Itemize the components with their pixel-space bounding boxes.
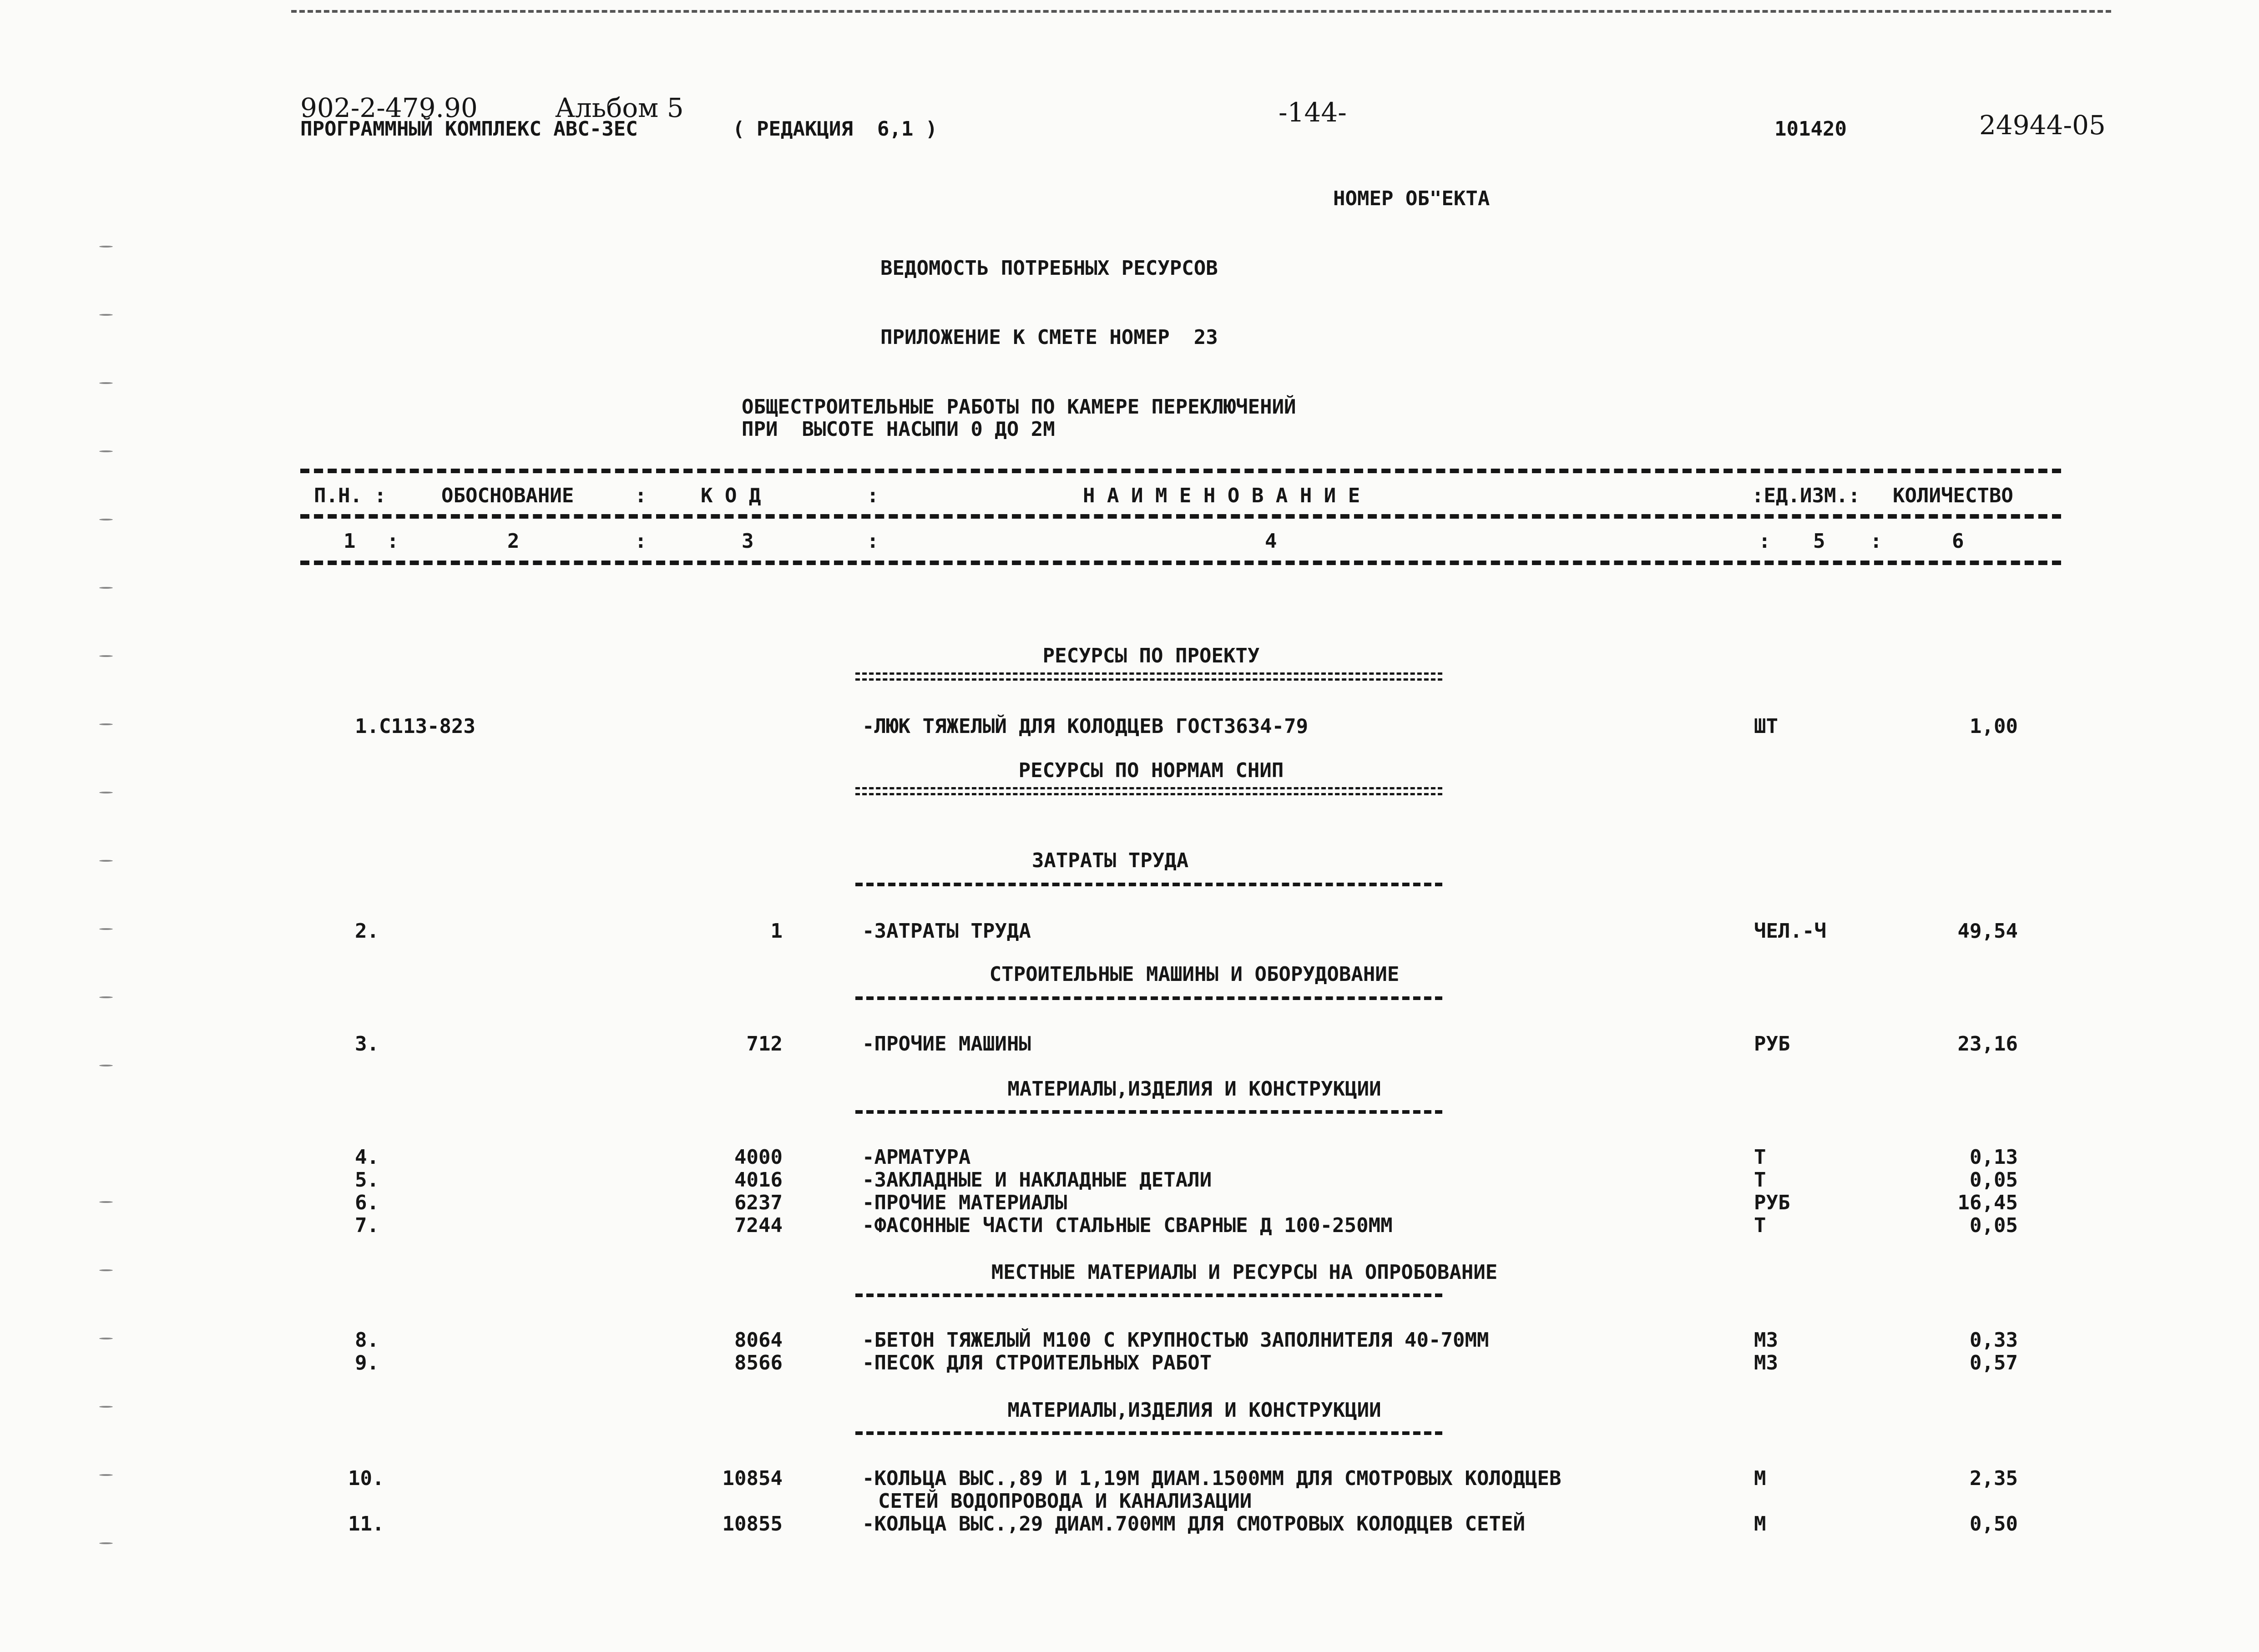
program-label: ПРОГРАММНЫЙ КОМПЛЕКС АВС-3ЕС (300, 117, 638, 141)
row-qty: 0,33 (1970, 1329, 2018, 1352)
section-heading: МАТЕРИАЛЫ,ИЗДЕЛИЯ И КОНСТРУКЦИИ (1007, 1077, 1381, 1101)
row-unit: РУБ (1754, 1032, 1790, 1056)
row-number: 3. (355, 1032, 379, 1056)
header-top-rule (300, 469, 2061, 473)
col-header-basis: ОБОСНОВАНИЕ (441, 484, 574, 507)
row-code: 4000 (734, 1146, 783, 1169)
row-code: 6237 (734, 1191, 783, 1214)
row-unit: М3 (1754, 1329, 1778, 1352)
row-unit: Т (1754, 1168, 1766, 1192)
col-header-unit: :ЕД.ИЗМ.: (1752, 484, 1860, 507)
row-qty: 0,13 (1970, 1146, 2018, 1169)
section-heading: РЕСУРСЫ ПО НОРМАМ СНИП (1018, 759, 1284, 782)
col-header-code: К О Д (701, 484, 761, 507)
col-num-5: 5 (1813, 530, 1825, 553)
row-unit: М (1754, 1512, 1766, 1536)
row-number: 7. (355, 1214, 379, 1237)
row-qty: 0,50 (1970, 1512, 2018, 1536)
col-num-1: 1 (344, 530, 356, 553)
row-name: -ЛЮК ТЯЖЕЛЫЙ ДЛЯ КОЛОДЦЕВ ГОСТ3634-79 (862, 715, 1309, 738)
row-name: -ЗАКЛАДНЫЕ И НАКЛАДНЫЕ ДЕТАЛИ (862, 1168, 1212, 1192)
col-header-sep: : (635, 484, 647, 507)
sheet-number: 24944-05 (1979, 110, 2106, 141)
row-qty: 16,45 (1957, 1191, 2018, 1214)
section-underline (855, 996, 1442, 1000)
col-num-4: 4 (1265, 530, 1277, 553)
row-code: 10854 (722, 1467, 783, 1490)
edition-label: ( РЕДАКЦИЯ 6,1 ) (733, 117, 938, 141)
row-number: 11. (348, 1512, 384, 1536)
row-code: 10855 (722, 1512, 783, 1536)
section-underline (855, 787, 1442, 795)
row-number: 1.С113-823 (355, 715, 475, 738)
document-title: ВЕДОМОСТЬ ПОТРЕБНЫХ РЕСУРСОВ (880, 257, 1218, 280)
col-header-qty: КОЛИЧЕСТВО (1893, 484, 2013, 507)
row-code: 4016 (734, 1168, 783, 1192)
col-num-sep: : (635, 530, 647, 553)
col-num-sep: : (1870, 530, 1882, 553)
row-code: 1 (770, 919, 783, 943)
row-code: 8064 (734, 1329, 783, 1352)
col-num-sep: : (387, 530, 399, 553)
row-name: -ПРОЧИЕ МАТЕРИАЛЫ (862, 1191, 1067, 1214)
col-num-6: 6 (1952, 530, 1964, 553)
code-number: 101420 (1774, 117, 1847, 141)
row-number: 2. (355, 919, 379, 943)
page-number: -144- (1279, 97, 1347, 128)
row-number: 6. (355, 1191, 379, 1214)
row-qty: 23,16 (1957, 1032, 2018, 1056)
object-number-label: НОМЕР ОБ"ЕКТА (1333, 187, 1490, 210)
section-heading: МАТЕРИАЛЫ,ИЗДЕЛИЯ И КОНСТРУКЦИИ (1007, 1399, 1381, 1422)
row-code: 712 (746, 1032, 783, 1056)
row-qty: 1,00 (1970, 715, 2018, 738)
row-unit: Т (1754, 1146, 1766, 1169)
row-qty: 0,05 (1970, 1168, 2018, 1192)
section-heading: РЕСУРСЫ ПО ПРОЕКТУ (1042, 644, 1260, 667)
row-name: -ПРОЧИЕ МАШИНЫ (862, 1032, 1031, 1056)
col-header-name: Н А И М Е Н О В А Н И Е (1083, 484, 1360, 507)
row-code: 7244 (734, 1214, 783, 1237)
top-border-line (291, 10, 2111, 13)
col-num-2: 2 (507, 530, 520, 553)
row-number: 9. (355, 1351, 379, 1374)
row-qty: 0,05 (1970, 1214, 2018, 1237)
row-unit: Т (1754, 1214, 1766, 1237)
album-label: Альбом 5 (555, 92, 684, 123)
row-name: -ФАСОННЫЕ ЧАСТИ СТАЛЬНЫЕ СВАРНЫЕ Д 100-250ММ (862, 1214, 1393, 1237)
row-unit: М (1754, 1467, 1766, 1490)
col-num-sep: : (867, 530, 879, 553)
row-name: -ПЕСОК ДЛЯ СТРОИТЕЛЬНЫХ РАБОТ (862, 1351, 1212, 1374)
row-unit: РУБ (1754, 1191, 1790, 1214)
col-num-sep: : (1759, 530, 1771, 553)
subtitle-line-1: ОБЩЕСТРОИТЕЛЬНЫЕ РАБОТЫ ПО КАМЕРЕ ПЕРЕКЛЮЧЕНИЙ (742, 395, 1296, 419)
row-name: -АРМАТУРА (862, 1146, 971, 1169)
row-qty: 0,57 (1970, 1351, 2018, 1374)
section-underline (855, 1431, 1442, 1435)
row-name: -БЕТОН ТЯЖЕЛЫЙ М100 С КРУПНОСТЬЮ ЗАПОЛНИТЕЛЯ 40-70ММ (862, 1329, 1489, 1352)
col-header-pn: П.Н. : (314, 484, 386, 507)
row-qty: 49,54 (1957, 919, 2018, 943)
row-number: 5. (355, 1168, 379, 1192)
row-number: 10. (348, 1467, 384, 1490)
row-code: 8566 (734, 1351, 783, 1374)
section-underline (855, 883, 1442, 886)
row-unit: ШТ (1754, 715, 1778, 738)
row-number: 8. (355, 1329, 379, 1352)
col-header-sep: : (867, 484, 879, 507)
section-underline (855, 672, 1442, 681)
section-underline (855, 1110, 1442, 1114)
appendix-label: ПРИЛОЖЕНИЕ К СМЕТЕ НОМЕР 23 (880, 326, 1218, 349)
header-mid-rule (300, 514, 2061, 519)
doc-number: 902-2-479.90 (300, 92, 478, 123)
section-heading: МЕСТНЫЕ МАТЕРИАЛЫ И РЕСУРСЫ НА ОПРОБОВАНИЕ (991, 1261, 1498, 1284)
section-heading: ЗАТРАТЫ ТРУДА (1031, 849, 1189, 872)
row-number: 4. (355, 1146, 379, 1169)
row-unit: ЧЕЛ.-Ч (1754, 919, 1826, 943)
row-qty: 2,35 (1970, 1467, 2018, 1490)
row-name-continued: СЕТЕЙ ВОДОПРОВОДА И КАНАЛИЗАЦИИ (878, 1490, 1252, 1513)
row-name: -КОЛЬЦА ВЫС.,29 ДИАМ.700ММ ДЛЯ СМОТРОВЫХ КОЛОДЦЕВ СЕТЕЙ (862, 1512, 1525, 1536)
row-name: -КОЛЬЦА ВЫС.,89 И 1,19М ДИАМ.1500ММ ДЛЯ СМОТРОВЫХ КОЛОДЦЕВ (862, 1467, 1562, 1490)
subtitle-line-2: ПРИ ВЫСОТЕ НАСЫПИ 0 ДО 2М (742, 418, 1055, 441)
row-unit: М3 (1754, 1351, 1778, 1374)
row-name: -ЗАТРАТЫ ТРУДА (862, 919, 1031, 943)
section-underline (855, 1293, 1442, 1297)
header-bottom-rule (300, 561, 2061, 565)
col-num-3: 3 (742, 530, 754, 553)
section-heading: СТРОИТЕЛЬНЫЕ МАШИНЫ И ОБОРУДОВАНИЕ (989, 963, 1400, 986)
